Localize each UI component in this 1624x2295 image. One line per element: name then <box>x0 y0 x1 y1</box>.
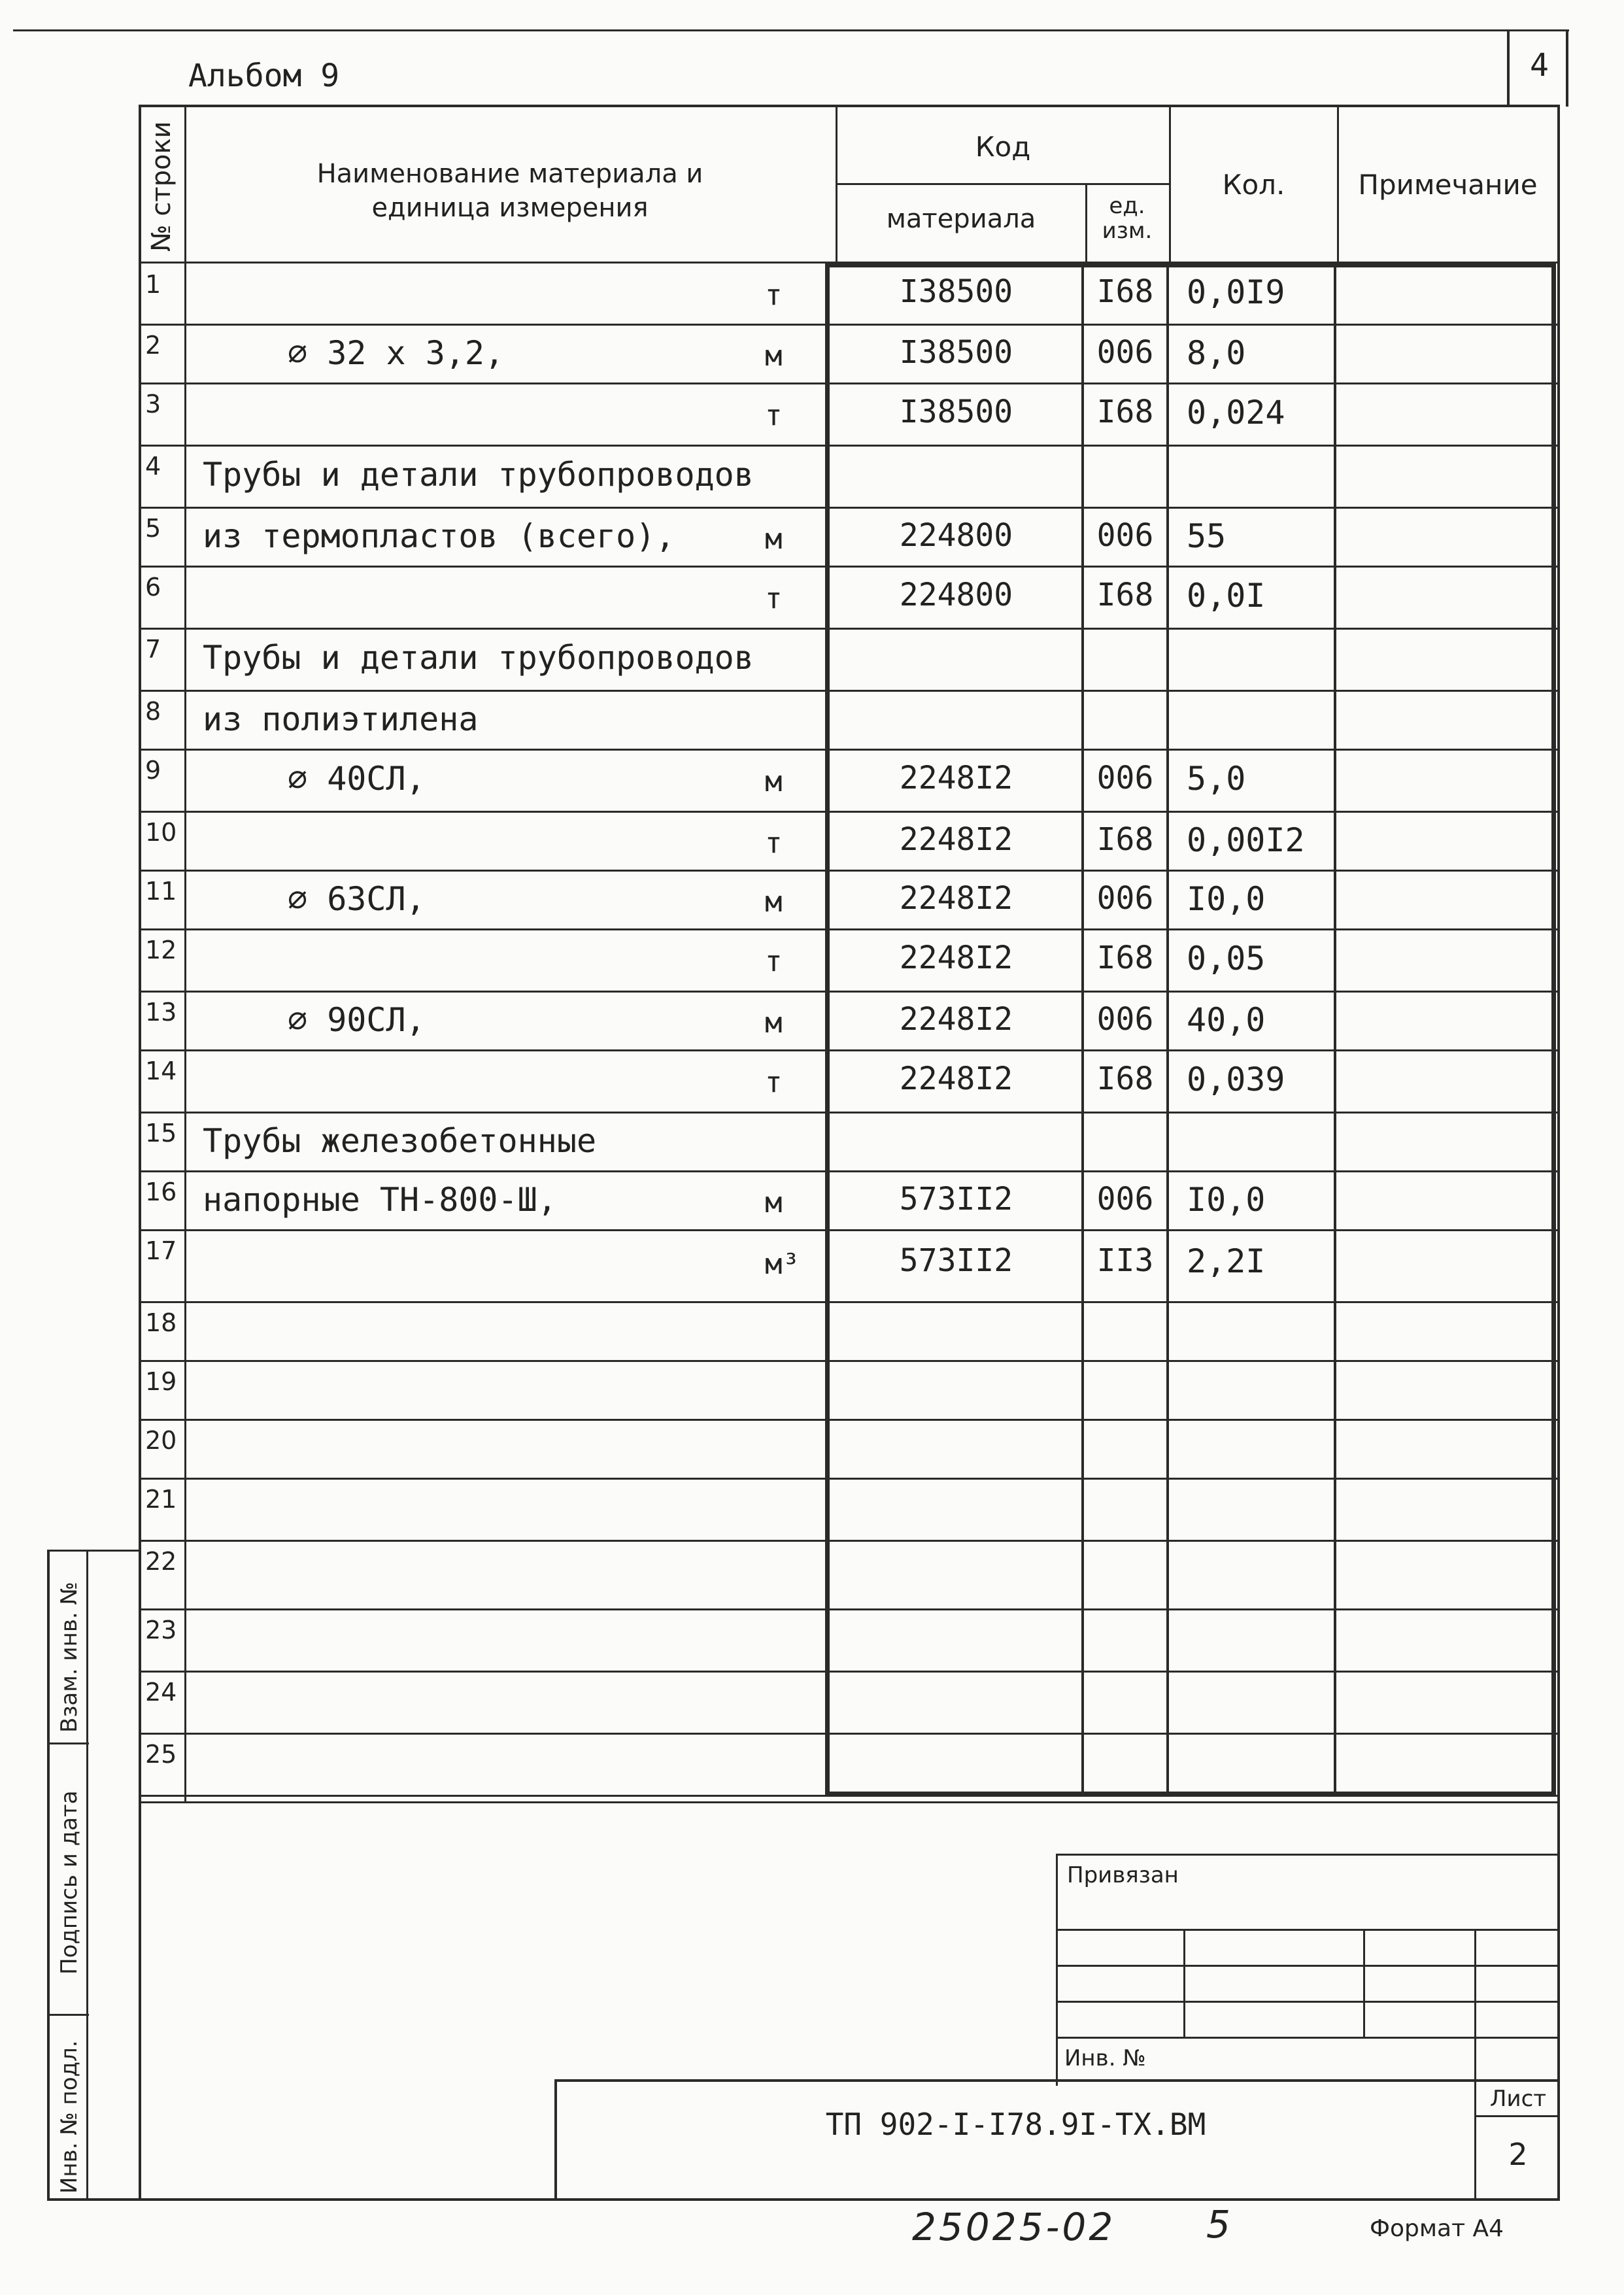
row-unit: м <box>765 1006 783 1040</box>
side-strip-mid <box>86 1550 88 2200</box>
row-number: 24 <box>145 1678 177 1707</box>
row-qty: 0,0I <box>1187 577 1266 615</box>
row-unit: м <box>765 765 783 798</box>
stamp-sheet-div <box>1474 2115 1560 2117</box>
row-name: Трубы железобетонные <box>203 1122 597 1160</box>
row-number: 17 <box>145 1236 177 1265</box>
row-qty: 0,0I9 <box>1187 273 1285 311</box>
row-unit-code: II3 <box>1096 1242 1154 1279</box>
page-number-box-left <box>1507 29 1510 107</box>
row-qty: 55 <box>1187 517 1226 555</box>
row-material-code: 573II2 <box>899 1242 1013 1279</box>
row-unit-code: 006 <box>1096 1181 1154 1217</box>
row-unit-code: 006 <box>1096 1001 1154 1038</box>
row-number: 8 <box>145 697 161 726</box>
header-name: Наименование материала и единица измерения <box>316 159 703 223</box>
row-unit: т <box>765 279 783 312</box>
header-div-unitcode <box>1085 183 1087 262</box>
row-unit-code: I68 <box>1096 394 1154 430</box>
frame-top <box>139 105 1560 107</box>
row-number: 15 <box>145 1119 177 1148</box>
row-name: ⌀ 32 х 3,2, <box>288 334 505 372</box>
row-unit: м³ <box>765 1248 800 1281</box>
frame-bottom <box>47 2198 1560 2201</box>
frame-right <box>1557 105 1560 2200</box>
side-strip-left <box>47 1550 50 2200</box>
row-material-code: 2248I2 <box>899 1061 1013 1097</box>
row-separator <box>139 1360 1560 1362</box>
row-qty: 0,00I2 <box>1187 821 1305 859</box>
row-unit-code: 006 <box>1096 334 1154 371</box>
row-separator <box>139 1795 1560 1797</box>
row-number: 4 <box>145 452 161 481</box>
row-material-code: I38500 <box>899 334 1013 371</box>
row-material-code: 2248I2 <box>899 1001 1013 1038</box>
row-material-code: 2248I2 <box>899 760 1013 796</box>
row-separator <box>139 690 1560 692</box>
stamp-grid-h3 <box>1056 2037 1560 2039</box>
row-qty: 0,05 <box>1187 940 1266 978</box>
row-number: 25 <box>145 1740 177 1769</box>
row-unit: т <box>765 1066 783 1099</box>
row-number: 9 <box>145 756 161 785</box>
row-material-code: 2248I2 <box>899 880 1013 917</box>
row-separator <box>139 1112 1560 1114</box>
row-unit: т <box>765 399 783 432</box>
row-qty: I0,0 <box>1187 1181 1266 1219</box>
header-qty: Кол. <box>1222 169 1285 201</box>
row-unit-code: 006 <box>1096 760 1154 796</box>
row-name: ⌀ 40СЛ, <box>288 760 426 798</box>
row-qty: 0,039 <box>1187 1061 1285 1098</box>
header-material: материала <box>886 204 1036 234</box>
stamp-grid-v2 <box>1363 1929 1365 2037</box>
stamp-sheet-no: 2 <box>1508 2137 1528 2172</box>
footer-archive-no: 25025-02 <box>912 2205 1116 2249</box>
stamp-grid-h2 <box>1056 2001 1560 2003</box>
row-separator <box>139 1608 1560 1610</box>
row-separator <box>139 382 1560 384</box>
col-div-qty <box>1166 263 1169 1796</box>
row-separator <box>139 1301 1560 1303</box>
col-div-note <box>1334 263 1336 1796</box>
stamp-sheet-label: Лист <box>1489 2086 1547 2112</box>
row-name: ⌀ 63СЛ, <box>288 880 426 918</box>
row-name: из полиэтилена <box>203 700 479 738</box>
stamp-grid-v3 <box>1474 1929 1476 2086</box>
row-material-code: 224800 <box>899 577 1013 613</box>
side-label-inv-orig: Инв. № подл. <box>56 2040 82 2194</box>
row-separator <box>139 507 1560 509</box>
row-qty: 40,0 <box>1187 1001 1266 1039</box>
stamp-doc-top <box>554 2079 1560 2082</box>
row-unit: т <box>765 582 783 615</box>
row-number: 5 <box>145 514 161 543</box>
row-separator <box>139 1049 1560 1051</box>
row-material-code: I38500 <box>899 273 1013 310</box>
row-unit: т <box>765 945 783 978</box>
stamp-grid-h1 <box>1056 1965 1560 1967</box>
row-unit-code: 006 <box>1096 880 1154 917</box>
page-number-box-right <box>1566 29 1568 107</box>
row-number: 23 <box>145 1616 177 1644</box>
stamp-linked-left <box>1056 1854 1058 2086</box>
row-separator <box>139 928 1560 930</box>
frame-left <box>139 105 141 2200</box>
row-number: 16 <box>145 1178 177 1206</box>
header-note: Примечание <box>1358 169 1538 201</box>
footer-format: Формат А4 <box>1370 2215 1504 2242</box>
row-separator <box>139 324 1560 326</box>
row-name: из термопластов (всего), <box>203 517 675 555</box>
row-number: 3 <box>145 390 161 418</box>
row-separator <box>139 1540 1560 1542</box>
stamp-linked-bottom <box>1056 1929 1560 1931</box>
row-material-code: 573II2 <box>899 1181 1013 1217</box>
row-name: напорные ТН-800-Ш, <box>203 1181 557 1219</box>
side-strip-div1 <box>47 1742 89 1744</box>
row-unit: м <box>765 885 783 919</box>
side-label-sign-date: Подпись и дата <box>56 1790 82 1975</box>
row-qty: 2,2I <box>1187 1242 1266 1280</box>
row-number: 11 <box>145 877 177 906</box>
row-separator <box>139 1419 1560 1421</box>
row-separator <box>139 811 1560 813</box>
row-number: 22 <box>145 1547 177 1576</box>
row-unit: т <box>765 826 783 860</box>
row-qty: 5,0 <box>1187 760 1246 798</box>
row-material-code: 224800 <box>899 517 1013 554</box>
stamp-linked-top <box>1056 1854 1560 1856</box>
row-unit: м <box>765 522 783 556</box>
side-strip-div2 <box>47 2014 89 2016</box>
row-separator <box>139 1170 1560 1172</box>
row-number: 7 <box>145 635 161 664</box>
row-number: 21 <box>145 1485 177 1514</box>
row-unit-code: I68 <box>1096 577 1154 613</box>
row-qty: 0,024 <box>1187 394 1285 432</box>
header-rowno: № строки <box>146 121 177 252</box>
row-separator <box>139 870 1560 872</box>
row-separator <box>139 1671 1560 1673</box>
header-unit-code: ед. изм. <box>1102 193 1153 244</box>
header-code: Код <box>975 131 1031 163</box>
row-separator <box>139 628 1560 630</box>
row-separator <box>139 445 1560 447</box>
stamp-grid-v1 <box>1183 1929 1185 2037</box>
row-unit: м <box>765 339 783 373</box>
row-qty: 8,0 <box>1187 334 1246 372</box>
row-name: Трубы и детали трубопроводов <box>203 639 754 677</box>
row-unit-code: I68 <box>1096 821 1154 858</box>
row-unit-code: I68 <box>1096 940 1154 976</box>
row-number: 19 <box>145 1367 177 1396</box>
side-strip-top <box>47 1550 139 1552</box>
album-label: Альбом 9 <box>188 58 340 94</box>
row-number: 20 <box>145 1426 177 1455</box>
row-unit-code: I68 <box>1096 273 1154 310</box>
top-border <box>13 29 1569 31</box>
header-div-rowno <box>184 105 186 1801</box>
stamp-top-line <box>139 1801 1560 1803</box>
row-name: Трубы и детали трубопроводов <box>203 456 754 494</box>
row-number: 18 <box>145 1308 177 1337</box>
stamp-linked-label: Привязан <box>1067 1862 1179 1888</box>
row-unit-code: 006 <box>1096 517 1154 554</box>
row-number: 12 <box>145 936 177 964</box>
row-number: 6 <box>145 573 161 602</box>
row-number: 10 <box>145 818 177 847</box>
row-number: 14 <box>145 1057 177 1085</box>
stamp-inv-no: Инв. № <box>1064 2045 1146 2071</box>
row-separator <box>139 991 1560 993</box>
row-name: ⌀ 90СЛ, <box>288 1001 426 1039</box>
row-number: 1 <box>145 270 161 299</box>
side-label-replace-inv: Взам. инв. № <box>56 1582 82 1733</box>
row-unit-code: I68 <box>1096 1061 1154 1097</box>
footer-handwritten-no: 5 <box>1206 2202 1230 2247</box>
row-number: 2 <box>145 331 161 360</box>
row-separator <box>139 1478 1560 1480</box>
row-separator <box>139 1229 1560 1231</box>
stamp-doc-code: ТП 902-I-I78.9I-ТХ.ВМ <box>825 2107 1206 2142</box>
row-separator <box>139 566 1560 568</box>
row-material-code: I38500 <box>899 394 1013 430</box>
row-separator <box>139 749 1560 751</box>
row-number: 13 <box>145 998 177 1027</box>
header-code-underline <box>836 183 1170 185</box>
row-unit: м <box>765 1186 783 1219</box>
row-qty: I0,0 <box>1187 880 1266 918</box>
row-material-code: 2248I2 <box>899 821 1013 858</box>
row-material-code: 2248I2 <box>899 940 1013 976</box>
page-number: 4 <box>1530 47 1549 84</box>
row-separator <box>139 1733 1560 1735</box>
